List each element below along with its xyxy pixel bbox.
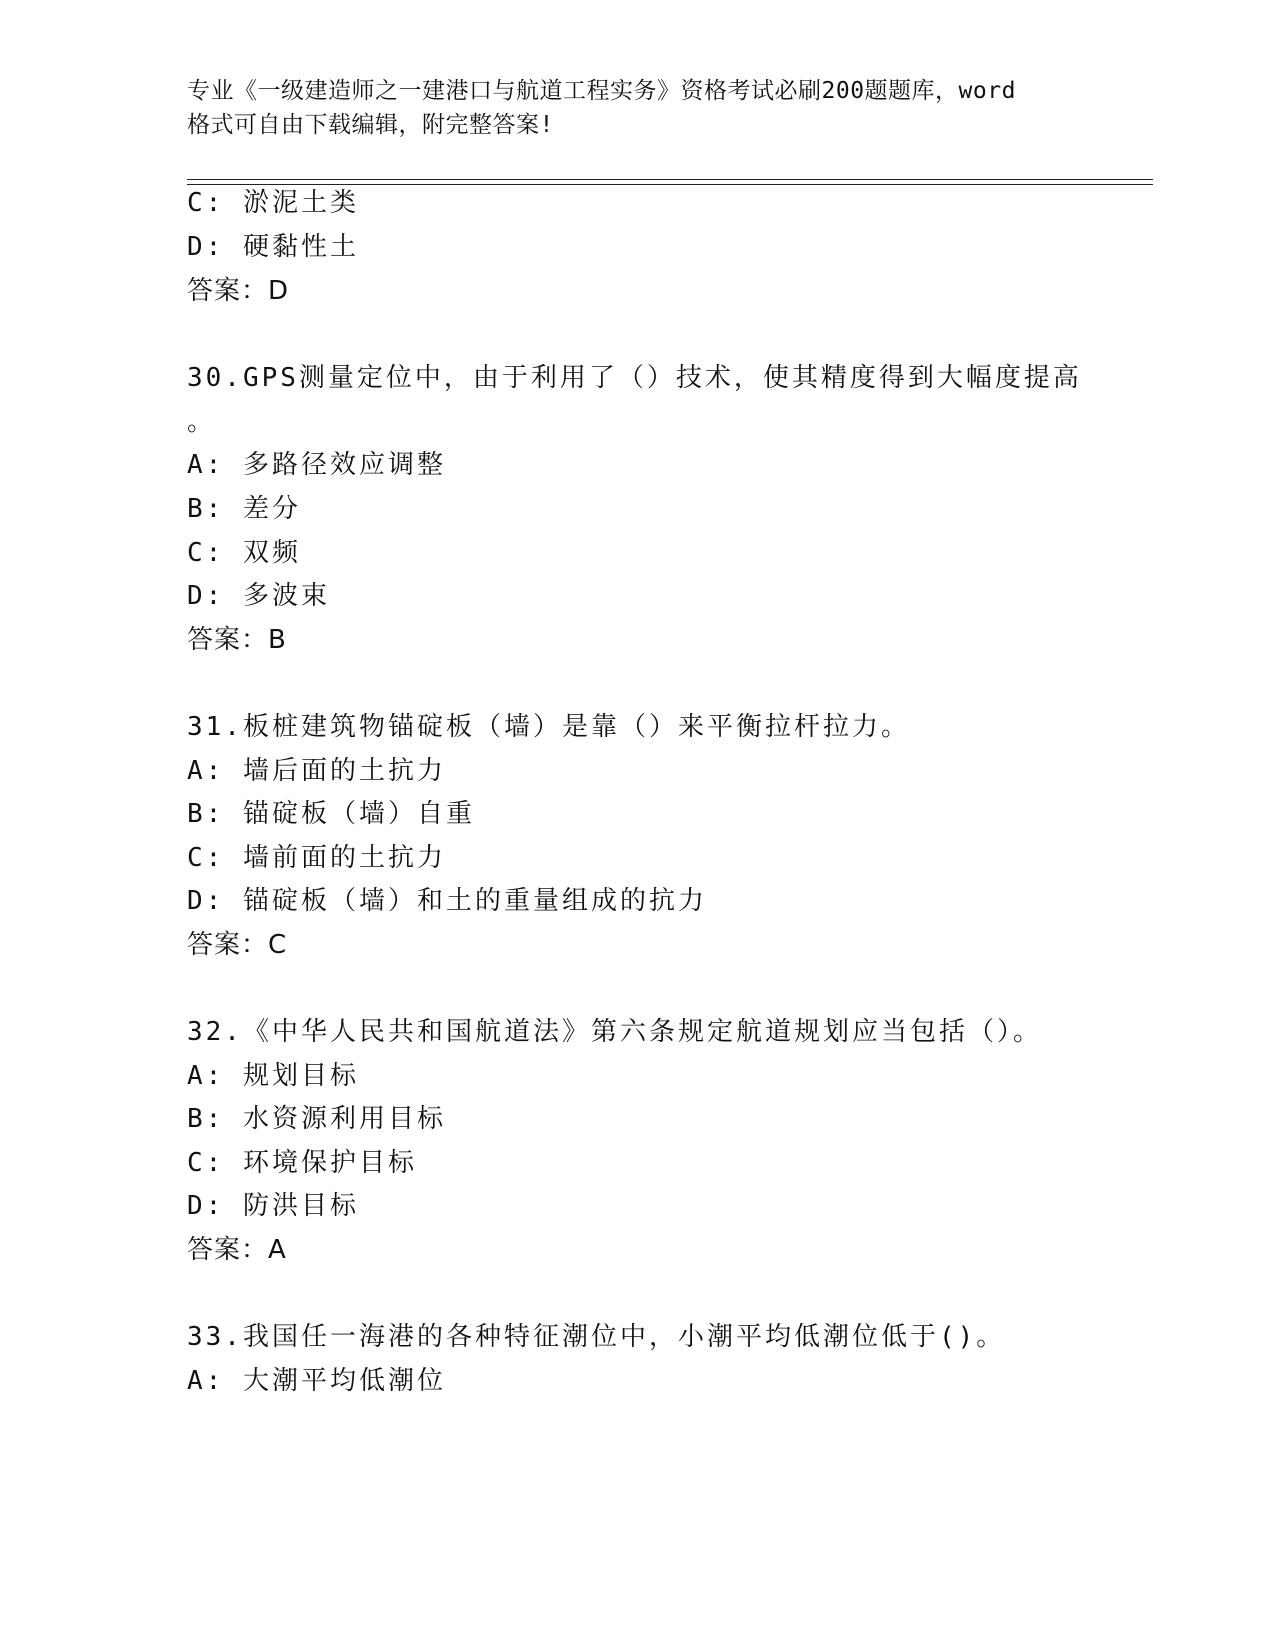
question-32-stem: 32.《中华人民共和国航道法》第六条规定航道规划应当包括（）。: [187, 1017, 1042, 1047]
question-31-option-d: D: 锚碇板（墙）和土的重量组成的抗力: [187, 886, 707, 916]
header-title-line-1: 专业《一级建造师之一建港口与航道工程实务》资格考试必刷200题题库，word: [187, 78, 1016, 104]
document-header: [187, 74, 1067, 142]
header-title-line-2: 格式可自由下载编辑，附完整答案!: [187, 112, 554, 138]
prev-question-answer: 答案：D: [187, 276, 290, 306]
question-31-option-c: C: 墙前面的土抗力: [187, 843, 446, 873]
prev-question-option-c: C: 淤泥土类: [187, 188, 359, 218]
question-31-answer: 答案：C: [187, 930, 288, 960]
header-divider-top: [187, 179, 1153, 180]
header-divider-bottom: [187, 184, 1153, 185]
question-30-stem-line-2: 。: [187, 407, 217, 437]
question-32-option-b: B: 水资源利用目标: [187, 1104, 446, 1134]
question-32-option-a: A: 规划目标: [187, 1061, 359, 1091]
question-30-answer: 答案：B: [187, 625, 287, 655]
question-32-answer: 答案：A: [187, 1235, 287, 1265]
question-31-option-a: A: 墙后面的土抗力: [187, 756, 446, 786]
question-30-option-d: D: 多波束: [187, 581, 330, 611]
question-32-option-c: C: 环境保护目标: [187, 1148, 417, 1178]
question-30-option-b: B: 差分: [187, 494, 301, 524]
question-30-option-c: C: 双频: [187, 538, 301, 568]
question-31-stem: 31.板桩建筑物锚碇板（墙）是靠（）来平衡拉杆拉力。: [187, 712, 910, 742]
question-32-option-d: D: 防洪目标: [187, 1191, 359, 1221]
question-30-stem-line-1: 30.GPS测量定位中，由于利用了（）技术，使其精度得到大幅度提高: [187, 363, 1082, 393]
question-33-stem: 33.我国任一海港的各种特征潮位中，小潮平均低潮位低于()。: [187, 1322, 1006, 1352]
question-33-option-a: A: 大潮平均低潮位: [187, 1366, 446, 1396]
question-30-option-a: A: 多路径效应调整: [187, 450, 446, 480]
question-31-option-b: B: 锚碇板（墙）自重: [187, 799, 475, 829]
prev-question-option-d: D: 硬黏性土: [187, 232, 359, 262]
